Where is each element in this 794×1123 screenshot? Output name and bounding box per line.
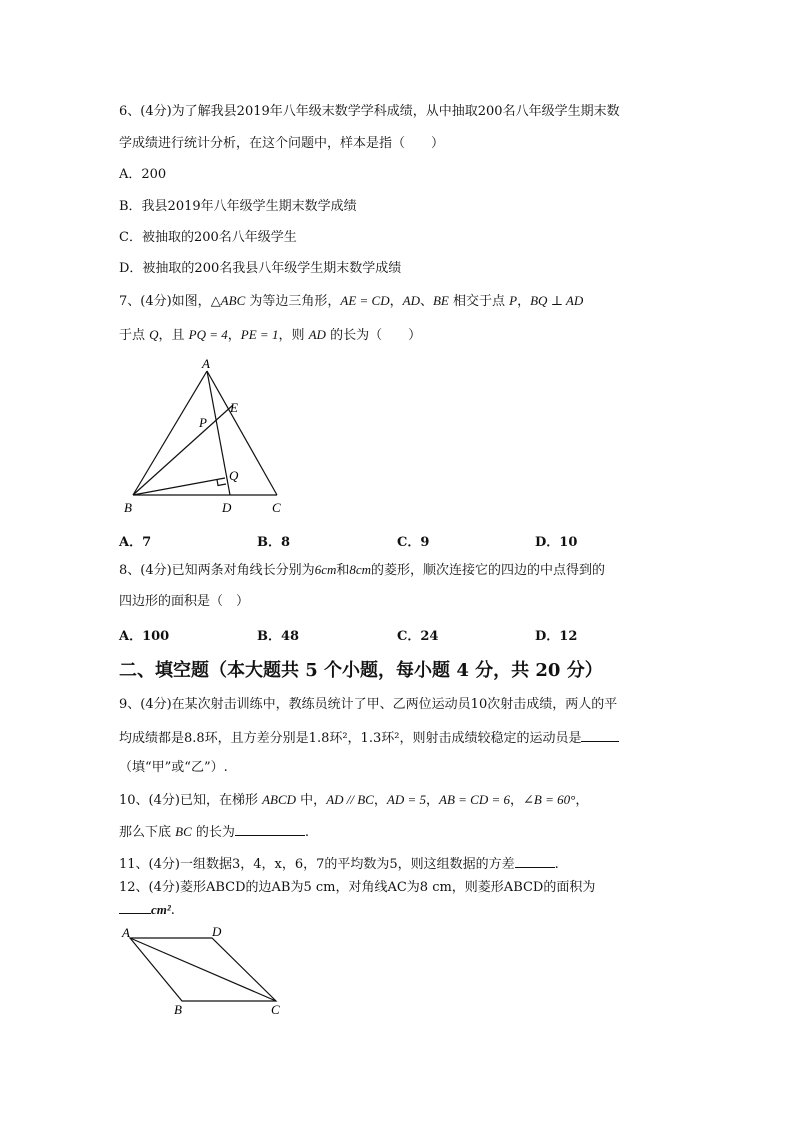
q10-text: ， [575, 793, 589, 808]
q9-line-1: 9、(4分)在某次射击训练中，教练员统计了甲、乙两位运动员10次射击成绩，两人的平 [119, 697, 618, 712]
q9-line-3: （填“甲”或“乙”）. [119, 760, 228, 775]
q10-text: 10、(4分)已知，在梯形 [119, 793, 263, 808]
q10-math: BC [175, 824, 192, 839]
q8-option-b: B．48 [257, 629, 300, 644]
label-b: B [174, 1002, 182, 1017]
q12-rhombus-figure [116, 922, 296, 1022]
q12-unit: cm² [151, 902, 171, 917]
q8-option-a: A．100 [119, 629, 170, 644]
q10-text: ， [373, 793, 387, 808]
q10-text: 的长为 [191, 825, 235, 840]
q7-math: BE [432, 293, 449, 308]
q10-math: AD // BC [326, 792, 374, 807]
q8-math: 8cm [349, 562, 372, 577]
q7-option-b: B．8 [257, 535, 291, 550]
q7-math: △ABC [210, 293, 246, 308]
q8-option-c: C．24 [397, 629, 439, 644]
q7-line-1 [119, 293, 583, 310]
q10-text: ， [425, 793, 439, 808]
q7-math: AD [308, 327, 326, 342]
q7-math: BQ ⊥ AD [530, 293, 584, 308]
label-c: C [272, 500, 281, 515]
q11-text: 11、(4分)一组数据3，4，x，6，7的平均数为5，则这组数据的方差 [119, 857, 515, 872]
segment-bq [133, 478, 225, 495]
q11-text: . [554, 857, 559, 872]
q10-text: 中， [296, 793, 327, 808]
label-a: A [202, 356, 210, 371]
section-heading: 二、填空题（本大题共 5 个小题，每小题 4 分，共 20 分） [119, 660, 603, 681]
side-ac [207, 371, 277, 495]
answer-blank[interactable] [581, 729, 619, 742]
label-c: C [271, 1002, 280, 1017]
q6-option-c: C．被抽取的200名八年级学生 [119, 230, 297, 245]
segment-be [133, 405, 233, 495]
q7-math: AE = CD [340, 293, 390, 308]
q10-math: AB = CD = 6 [439, 792, 510, 807]
q7-text: 为等边三角形， [245, 294, 341, 309]
q10-line-2 [119, 823, 309, 841]
q10-text: 那么下底 [119, 825, 176, 840]
q7-text: 7、(4分)如图， [119, 294, 211, 309]
q10-math: ∠B = 60° [523, 792, 576, 807]
q8-line-2: 四边形的面积是（ ） [119, 594, 250, 609]
q8-option-d: D．12 [535, 629, 578, 644]
q10-math: AD = 5 [386, 792, 426, 807]
side-ab [133, 371, 207, 495]
label-q: Q [229, 468, 239, 483]
q6-option-a: A．200 [119, 167, 167, 182]
q7-text: ，则 [278, 328, 309, 343]
segment-ad [207, 371, 230, 495]
label-a: A [122, 925, 130, 940]
label-d: D [222, 500, 232, 515]
q7-line-2 [119, 327, 421, 344]
answer-blank[interactable] [119, 901, 151, 914]
right-angle-mark [217, 480, 226, 486]
label-p: P [199, 415, 207, 430]
q10-math: ABCD [262, 792, 297, 807]
answer-blank[interactable] [235, 823, 305, 836]
label-e: E [230, 400, 238, 415]
q7-math: P [509, 293, 518, 308]
q8-line-1 [119, 562, 605, 579]
q7-text: 相交于点 [448, 294, 510, 309]
q7-triangle-figure [112, 354, 312, 520]
q6-line-2: 学成绩进行统计分析，在这个问题中，样本是指（ ） [119, 136, 445, 151]
q7-math: AD [402, 293, 420, 308]
diagonal-ac [130, 938, 276, 1001]
q12-line-2 [119, 901, 175, 919]
q10-text: ， [510, 793, 524, 808]
q10-text: . [304, 825, 310, 840]
q7-math: Q [149, 327, 159, 342]
q7-math: PQ = 4 [188, 327, 228, 342]
q7-option-a: A．7 [119, 535, 152, 550]
q7-math: PE = 1 [240, 327, 279, 342]
answer-blank[interactable] [515, 855, 555, 868]
q12-line-1: 12、(4分)菱形ABCD的边AB为5 cm，对角线AC为8 cm，则菱形ABCD的面积为 [119, 880, 596, 895]
q7-text: 、 [419, 294, 433, 309]
q6-line-1: 6、(4分)为了解我县2019年八年级末数学学科成绩，从中抽取200名八年级学生期末数 [119, 104, 620, 119]
q9-text: 均成绩都是8.8环，且方差分别是1.8环²，1.3环²，则射击成绩较稳定的运动员是 [119, 731, 582, 746]
q8-text: 和 [336, 563, 350, 578]
q7-text: ，且 [158, 328, 189, 343]
label-b: B [124, 500, 132, 515]
q6-option-d: D．被抽取的200名我县八年级学生期末数学成绩 [119, 261, 402, 276]
q6-option-b: B．我县2019年八年级学生期末数学成绩 [119, 199, 357, 214]
q7-text: ， [227, 328, 241, 343]
q10-line-1 [119, 792, 588, 809]
q8-math: 6cm [314, 562, 337, 577]
q7-option-c: C．9 [397, 535, 430, 550]
q7-text: ， [389, 294, 403, 309]
q8-text: 的菱形，顺次连接它的四边的中点得到的 [371, 563, 606, 578]
q7-text: 于点 [119, 328, 150, 343]
q9-line-2 [119, 729, 619, 747]
q7-text: 的长为（ ） [325, 328, 422, 343]
q12-text: . [170, 903, 175, 918]
q11-line-1 [119, 855, 559, 873]
q8-text: 8、(4分)已知两条对角线长分别为 [119, 563, 315, 578]
q7-text: ， [517, 294, 531, 309]
q7-option-d: D．10 [535, 535, 578, 550]
label-d: D [212, 924, 222, 939]
